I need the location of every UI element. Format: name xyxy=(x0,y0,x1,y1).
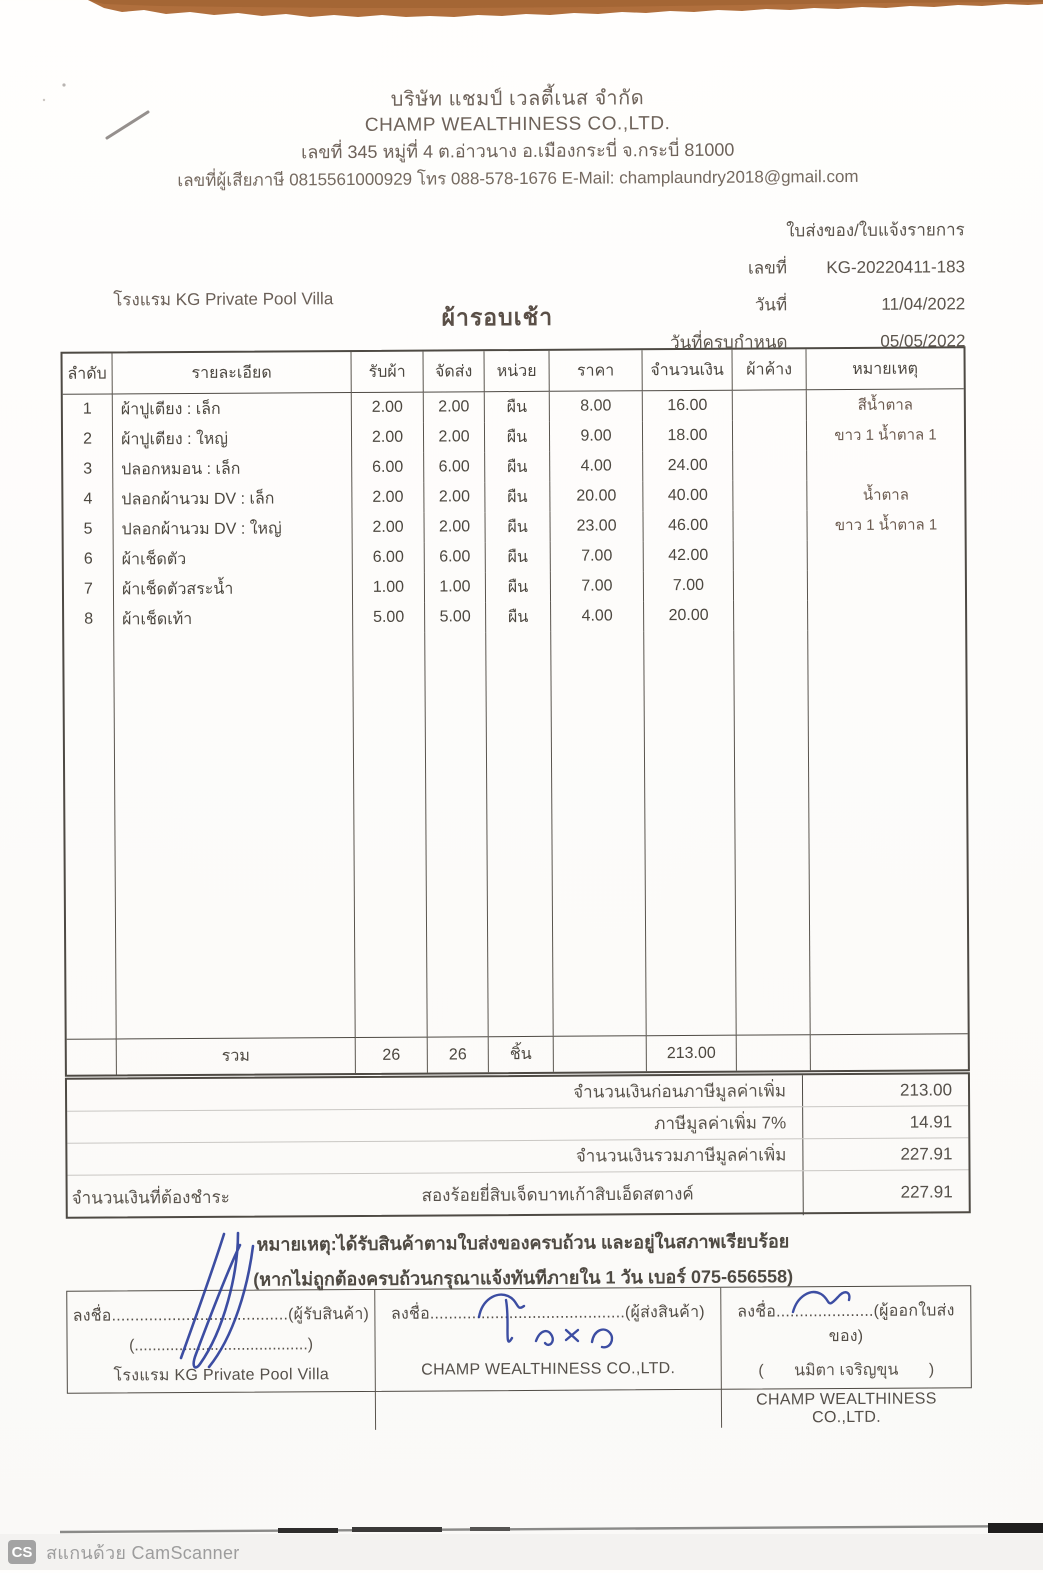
issuer-name: นมิตา เจริญขุน xyxy=(794,1361,899,1380)
cell-price: 9.00 xyxy=(550,421,643,452)
cell-amount: 16.00 xyxy=(643,391,733,422)
cell-detail: ผ้าปูเตียง : ใหญ่ xyxy=(113,423,352,454)
col-header-delivered: จัดส่ง xyxy=(424,351,485,392)
receiver-sign-line: ลงชื่อ......................................(ผู้รับสินค้า) xyxy=(72,1305,370,1325)
cell-pending xyxy=(733,450,807,480)
cell-remark: สีน้ำตาล xyxy=(857,396,913,414)
cell-no: 7 xyxy=(64,574,114,604)
cell-delivered: 6.00 xyxy=(425,542,486,572)
cell-delivered: 5.00 xyxy=(425,602,486,632)
cell-price: 4.00 xyxy=(550,451,643,482)
cell-remark: น้ำตาล xyxy=(862,486,909,504)
cell-empty xyxy=(486,632,553,1036)
cell-amount: 24.00 xyxy=(643,451,733,482)
receiver-org: โรงแรม KG Private Pool Villa xyxy=(113,1366,330,1385)
document-date-label: วันที่ xyxy=(754,295,788,315)
signature-cell-receiver xyxy=(67,1290,376,1432)
cell-received: 2.00 xyxy=(352,513,424,543)
cell-empty xyxy=(734,630,810,1034)
sender-sign-line: ลงชื่อ..........................................(ผู้ส่งสินค้า) xyxy=(390,1303,705,1323)
company-tax-contact-line: เลขที่ผู้เสียภาษี 0815561000929 โทร 088-578-1676 E-Mail: champlaundry2018@gmail.com xyxy=(177,166,859,191)
cell-price: 4.00 xyxy=(551,601,644,632)
cell-no: 2 xyxy=(63,424,113,454)
cell-empty xyxy=(64,634,116,1038)
cell-no: 4 xyxy=(63,484,113,514)
cell-detail: ปลอกหมอน : เล็ก xyxy=(113,453,352,484)
cell-received: 5.00 xyxy=(353,603,425,633)
col-header-unit: หน่วย xyxy=(485,351,550,392)
company-name-english: CHAMP WEALTHINESS CO.,LTD. xyxy=(364,113,671,136)
document-due-label: วันที่ครบกำหนด xyxy=(670,332,788,353)
cell-amount: 7.00 xyxy=(644,571,734,602)
cell-empty xyxy=(644,631,736,1036)
cell-remark xyxy=(808,569,965,600)
cell-delivered: 1.00 xyxy=(425,572,486,602)
cell-unit: ผืน xyxy=(485,512,550,542)
col-header-index: ลำดับ xyxy=(63,353,113,394)
cell-empty xyxy=(67,1038,117,1074)
cell-pending xyxy=(734,570,808,600)
cell-amount: 18.00 xyxy=(643,421,733,452)
cell-no: 3 xyxy=(63,454,113,484)
subtotal-value: 213.00 xyxy=(802,1074,968,1106)
cell-amount: 40.00 xyxy=(643,481,733,512)
cell-empty xyxy=(737,1034,811,1070)
document-type-row xyxy=(545,216,965,246)
signature-cell-issuer xyxy=(721,1286,971,1428)
company-address: เลขที่ 345 หมู่ที่ 4 ต.อ่าวนาง อ.เมืองกระบี่ จ.กระบี่ 81000 xyxy=(301,139,735,163)
document-number-row xyxy=(545,253,965,283)
cell-delivered: 2.00 xyxy=(424,482,485,512)
cell-unit: ผืน xyxy=(485,452,550,482)
subtotal-label: จำนวนเงินก่อนภาษีมูลค่าเพิ่ม xyxy=(573,1081,787,1102)
cell-detail: ปลอกผ้านวม DV : เล็ก xyxy=(113,483,352,514)
cell-detail: ผ้าเช็ดเท้า xyxy=(114,603,353,634)
notes-block xyxy=(243,1226,803,1293)
cell-remark: ขาว 1 น้ำตาล 1 xyxy=(834,516,938,535)
total-label: รวม xyxy=(117,1037,356,1074)
cell-unit: ผืน xyxy=(486,572,551,602)
col-header-remark: หมายเหตุ xyxy=(806,348,963,390)
col-header-amount: จำนวนเงิน xyxy=(642,350,732,392)
items-table xyxy=(60,346,969,1077)
cell-pending xyxy=(733,390,807,420)
cell-received: 2.00 xyxy=(352,483,424,513)
cell-detail: ปลอกผ้านวม DV : ใหญ่ xyxy=(113,513,352,544)
document-number-value: KG-20220411-183 xyxy=(826,257,966,278)
total-received: 26 xyxy=(356,1037,428,1073)
cell-empty xyxy=(551,631,646,1036)
cell-detail: ผ้าเช็ดตัวสระน้ำ xyxy=(114,573,353,604)
issuer-sign-line: ลงชื่อ.....................(ผู้ออกใบส่งของ) xyxy=(737,1302,955,1346)
cell-price: 20.00 xyxy=(550,481,643,512)
cell-remark xyxy=(807,449,964,480)
company-name-thai: บริษัท แชมป์ เวลตี้เนส จำกัด xyxy=(390,87,645,111)
cell-received: 6.00 xyxy=(352,453,424,483)
cell-price: 8.00 xyxy=(550,391,643,422)
cell-unit: ผืน xyxy=(486,542,551,572)
page-title: ผ้ารอบเช้า xyxy=(441,303,554,331)
document-due-value: 05/05/2022 xyxy=(880,331,966,351)
col-header-price: ราคา xyxy=(550,350,643,392)
cell-received: 2.00 xyxy=(352,423,424,453)
amount-due-row xyxy=(68,1170,969,1220)
cell-unit: ผืน xyxy=(485,422,550,452)
cell-delivered: 2.00 xyxy=(424,392,485,422)
cell-price: 23.00 xyxy=(550,511,643,542)
paren-close: ) xyxy=(928,1361,935,1379)
cell-price: 7.00 xyxy=(551,541,644,572)
total-unit: ชิ้น xyxy=(489,1036,554,1072)
cell-received: 2.00 xyxy=(352,393,424,423)
cell-unit: ผืน xyxy=(485,392,550,422)
paren-open: ( xyxy=(758,1362,764,1380)
cell-empty xyxy=(353,633,427,1037)
cell-delivered: 2.00 xyxy=(424,422,485,452)
amount-due-label: จำนวนเงินที่ต้องชำระ xyxy=(71,1187,230,1208)
grand-total-label: จำนวนเงินรวมภาษีมูลค่าเพิ่ม xyxy=(575,1145,787,1166)
cell-pending xyxy=(734,540,808,570)
cell-no: 5 xyxy=(63,514,113,544)
document-type-label: ใบส่งของ/ใบแจ้งรายการ xyxy=(786,220,965,241)
cell-received: 6.00 xyxy=(353,543,425,573)
col-header-pending: ผ้าค้าง xyxy=(732,349,806,390)
camscanner-footer xyxy=(0,1534,1043,1570)
sender-org: CHAMP WEALTHINESS CO.,LTD. xyxy=(421,1360,676,1379)
total-amount: 213.00 xyxy=(647,1035,737,1072)
cell-detail: ผ้าเช็ดตัว xyxy=(114,543,353,574)
cell-amount: 20.00 xyxy=(644,601,734,632)
amount-in-words: สองร้อยยี่สิบเจ็ดบาทเก้าสิบเอ็ดสตางค์ xyxy=(421,1184,694,1206)
cell-empty xyxy=(425,632,488,1036)
camscanner-brand-text: สแกนด้วย CamScanner xyxy=(46,1542,240,1563)
cell-empty xyxy=(114,633,355,1038)
signature-cell-sender xyxy=(375,1288,722,1430)
cell-empty xyxy=(554,1035,647,1072)
cell-amount: 46.00 xyxy=(643,511,733,542)
cell-remark: ขาว 1 น้ำตาล 1 xyxy=(834,426,937,445)
table-empty-area xyxy=(64,629,967,1038)
camscanner-logo-icon: CS xyxy=(8,1540,36,1564)
issuer-name-line xyxy=(722,1357,971,1384)
cell-no: 8 xyxy=(64,604,114,634)
cell-unit: ผืน xyxy=(485,482,550,512)
document-meta xyxy=(545,216,966,367)
cell-received: 1.00 xyxy=(353,573,425,603)
table-total-row xyxy=(67,1033,968,1075)
cell-remark xyxy=(808,539,965,570)
cell-no: 1 xyxy=(63,394,113,424)
cell-empty xyxy=(811,1033,968,1070)
issuer-org: CHAMP WEALTHINESS CO.,LTD. xyxy=(756,1390,937,1427)
cell-delivered: 6.00 xyxy=(424,452,485,482)
document-date-value: 11/04/2022 xyxy=(881,294,966,314)
cell-pending xyxy=(733,510,807,540)
signature-section xyxy=(66,1285,972,1427)
cell-amount: 42.00 xyxy=(644,541,734,572)
note-line-1: หมายเหตุ:ได้รับสินค้าตามใบส่งของครบถ้วน และอยู่ในสภาพเรียบร้อย xyxy=(256,1231,790,1255)
cell-pending xyxy=(733,480,807,510)
customer-name: โรงแรม KG Private Pool Villa xyxy=(113,289,334,310)
cell-remark xyxy=(808,599,965,630)
amount-due-label-wrap xyxy=(68,1171,803,1219)
note-line-2: (หากไม่ถูกต้องครบถ้วนกรุณาแจ้งทันทีภายใน 1 วัน เบอร์ 075-656558) xyxy=(253,1266,794,1290)
receiver-name-line: (.......................................) xyxy=(129,1336,314,1355)
cell-pending xyxy=(733,420,807,450)
summary-box xyxy=(65,1072,971,1219)
amount-due-value: 227.91 xyxy=(803,1170,969,1215)
cell-pending xyxy=(734,600,808,630)
cell-price: 7.00 xyxy=(551,571,644,602)
vat-value: 14.91 xyxy=(802,1106,968,1138)
cell-delivered: 2.00 xyxy=(424,512,485,542)
vat-label: ภาษีมูลค่าเพิ่ม 7% xyxy=(654,1113,787,1134)
col-header-received: รับผ้า xyxy=(352,352,424,393)
cell-unit: ผืน xyxy=(486,602,551,632)
company-header xyxy=(0,79,1040,195)
cell-detail: ผ้าปูเตียง : เล็ก xyxy=(113,393,352,424)
document-number-label: เลขที่ xyxy=(747,258,788,278)
cell-empty xyxy=(808,629,967,1034)
col-header-detail: รายละเอียด xyxy=(113,352,352,394)
sender-name-line xyxy=(376,1334,721,1354)
table-header-row xyxy=(63,348,964,395)
total-delivered: 26 xyxy=(428,1036,489,1072)
cell-no: 6 xyxy=(64,544,114,574)
grand-total-value: 227.91 xyxy=(802,1138,968,1170)
